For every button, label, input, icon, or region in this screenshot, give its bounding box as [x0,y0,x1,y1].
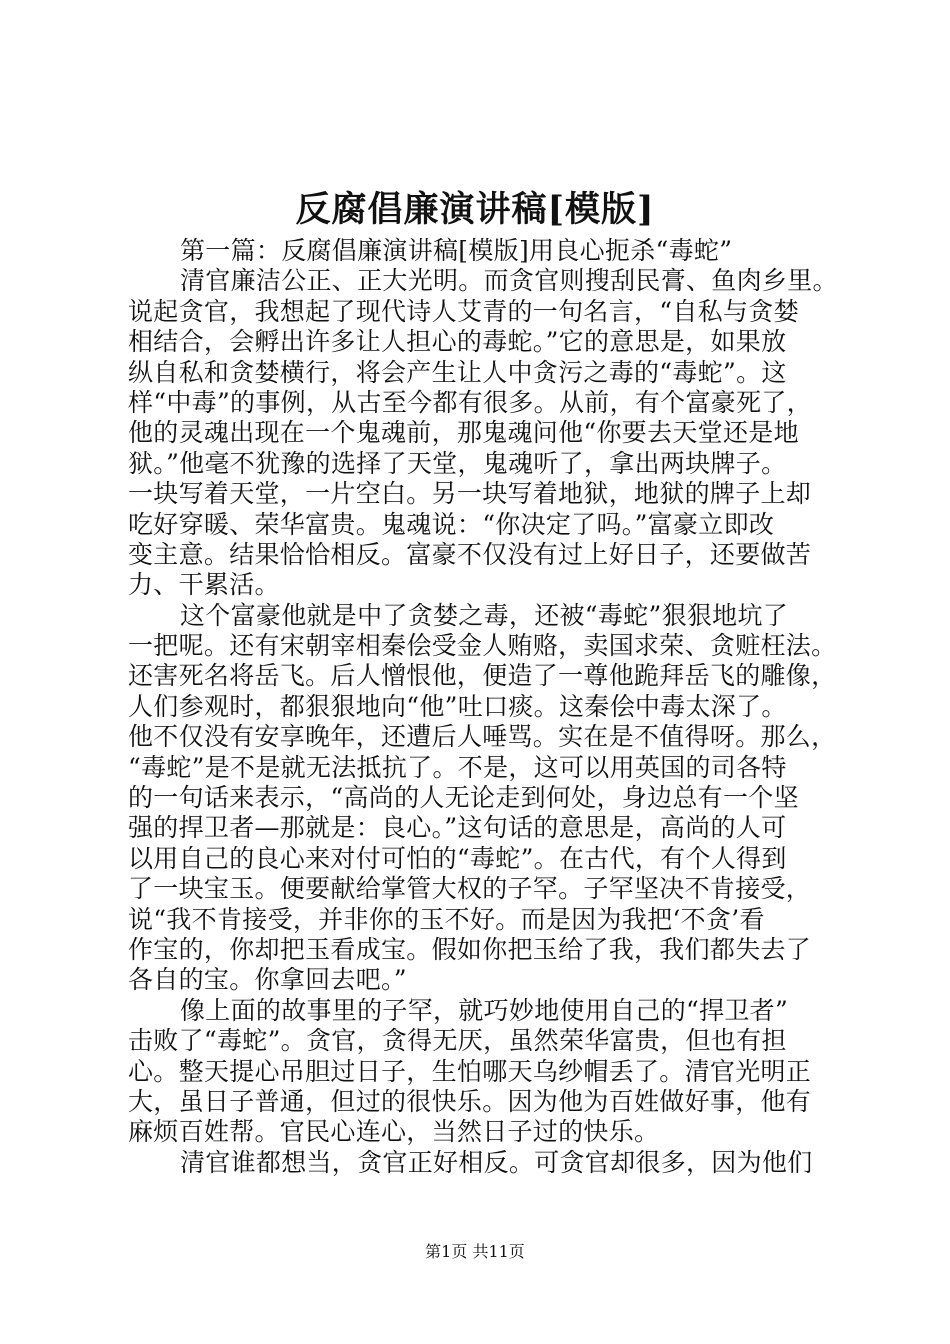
body-line: 的一句话来表示，“高尚的人无论走到何处，身边总有一个坚 [128,783,799,813]
body-line: 作宝的，你却把玉看成宝。假如你把玉给了我，我们都失去了 [128,934,812,964]
body-line: 了一块宝玉。便要献给掌管大权的子罕。子罕坚决不肯接受， [128,874,812,904]
body-line: 一块写着天堂，一片空白。另一块写着地狱，地狱的牌子上却 [128,479,812,509]
body-line: 他不仅没有安享晚年，还遭后人唾骂。实在是不值得呀。那么， [128,722,837,752]
body-line: 强的捍卫者—那就是：良心。”这句话的意思是，高尚的人可 [128,813,787,843]
body-line: 说“我不肯接受，并非你的玉不好。而是因为我把‘不贪’看 [128,904,765,934]
body-line: 相结合，会孵出许多让人担心的毒蛇。”它的意思是，如果放 [128,327,787,357]
body-line: 以用自己的良心来对付可怕的“毒蛇”。在古代，有个人得到 [128,843,787,873]
body-line: 清官谁都想当，贪官正好相反。可贪官却很多，因为他们 [180,1147,813,1177]
body-line: 一把呢。还有宋朝宰相秦侩受金人贿赂，卖国求荣、贪赃枉法。 [128,631,837,661]
body-line: 他的灵魂出现在一个鬼魂前，那鬼魂问他“你要去天堂还是地 [128,418,799,448]
body-line: 这个富豪他就是中了贪婪之毒，还被“毒蛇”狠狠地坑了 [180,600,789,630]
body-line: 大，虽日子普通，但过的很快乐。因为他为百姓做好事，他有 [128,1086,812,1116]
body-line: 麻烦百姓帮。官民心连心，当然日子过的快乐。 [128,1117,660,1147]
body-line: 变主意。结果恰恰相反。富豪不仅没有过上好日子，还要做苦 [128,539,812,569]
body-line: 还害死名将岳飞。后人憎恨他，便造了一尊他跪拜岳飞的雕像， [128,661,837,691]
document-title: 反腐倡廉演讲稿[模版] [295,189,655,230]
body-line: 狱。”他毫不犹豫的选择了天堂，鬼魂听了，拿出两块牌子。 [128,448,787,478]
body-line: 样“中毒”的事例，从古至今都有很多。从前，有个富豪死了， [128,387,812,417]
body-line: 各自的宝。你拿回去吧。” [128,965,407,995]
body-line: 纵自私和贪婪横行，将会产生让人中贪污之毒的“毒蛇”。这 [128,357,787,387]
body-line: 第一篇：反腐倡廉演讲稿[模版]用良心扼杀“毒蛇” [180,236,733,265]
body-line: 说起贪官，我想起了现代诗人艾青的一句名言，“自私与贪婪 [128,296,799,326]
document-body [128,236,858,1178]
body-line: 人们参观时，都狠狠地向“他”吐口痰。这秦侩中毒太深了。 [128,691,787,721]
body-line: 力、干累活。 [128,570,280,600]
body-line: 像上面的故事里的子罕，就巧妙地使用自己的“捍卫者” [180,995,789,1025]
body-line: 心。整天提心吊胆过日子，生怕哪天乌纱帽丢了。清官光明正 [128,1056,812,1086]
body-line: 吃好穿暖、荣华富贵。鬼魂说：“你决定了吗。”富豪立即改 [128,509,775,539]
page-footer [0,1240,950,1264]
body-line: “毒蛇”是不是就无法抵抗了。不是，这可以用英国的司各特 [128,752,787,782]
body-line: 清官廉洁公正、正大光明。而贪官则搜刮民膏、鱼肉乡里。 [180,266,838,296]
page-number-label: 第1页 共11页 [425,1242,525,1261]
body-line: 击败了“毒蛇”。贪官，贪得无厌，虽然荣华富贵，但也有担 [128,1026,787,1056]
